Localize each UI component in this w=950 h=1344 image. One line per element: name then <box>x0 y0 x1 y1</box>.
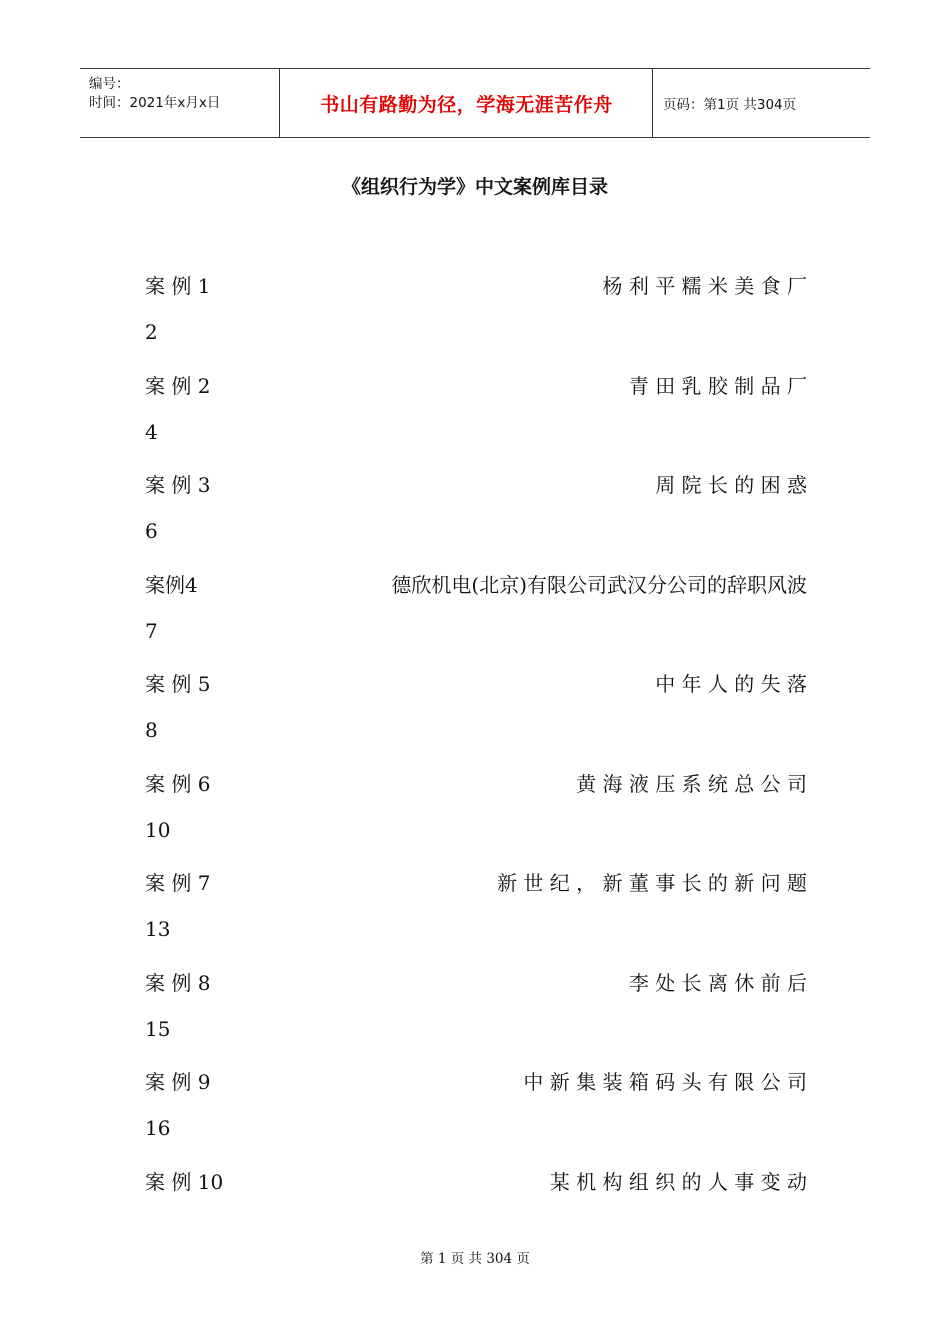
toc-entry-label: 案 例 3 <box>145 473 211 497</box>
toc-entry-title: 杨 利 平 糯 米 美 食 厂 <box>602 274 807 298</box>
header-motto-cell <box>281 69 653 137</box>
toc-entry <box>145 967 807 997</box>
toc-entry-label: 案 例 10 <box>145 1170 224 1194</box>
toc-entry-title: 中 年 人 的 失 落 <box>655 672 807 696</box>
toc-entry <box>145 370 807 400</box>
toc-entry-title: 中 新 集 装 箱 码 头 有 限 公 司 <box>523 1070 807 1094</box>
toc-entry-label: 案 例 9 <box>145 1070 211 1094</box>
toc-entry-page: 15 <box>145 1017 171 1041</box>
toc-entry-label: 案 例 8 <box>145 971 211 995</box>
page-header <box>80 68 870 138</box>
document-number-label: 编号： <box>89 76 130 92</box>
toc-entry-label: 案 例 6 <box>145 772 211 796</box>
toc-entry-label: 案 例 1 <box>145 274 211 298</box>
toc-entry-page: 2 <box>145 320 158 344</box>
toc-entry-page: 10 <box>145 818 171 842</box>
document-time-label: 时间：2021年x月x日 <box>89 95 221 111</box>
toc-entry-page: 16 <box>145 1116 171 1140</box>
page-footer: 第 1 页 共 304 页 <box>420 1251 530 1267</box>
toc-entry-label: 案 例 7 <box>145 871 211 895</box>
toc-entry <box>145 1166 807 1196</box>
toc-entry-title: 周 院 长 的 困 惑 <box>655 473 807 497</box>
toc-entry <box>145 668 807 698</box>
document-title: 《组织行为学》中文案例库目录 <box>341 176 608 198</box>
toc-entry <box>145 867 807 897</box>
toc-entry-label: 案 例 2 <box>145 374 211 398</box>
toc-entry-title: 黄 海 液 压 系 统 总 公 司 <box>576 772 807 796</box>
toc-entry-page: 6 <box>145 519 158 543</box>
header-meta-cell <box>80 69 280 137</box>
toc-entry-page: 7 <box>145 619 158 643</box>
toc-entry-page: 8 <box>145 718 158 742</box>
toc-entry-title: 新 世 纪 ， 新 董 事 长 的 新 问 题 <box>497 871 807 895</box>
toc-entry <box>145 469 807 499</box>
toc-entry <box>145 270 807 300</box>
toc-entry-title: 德欣机电(北京)有限公司武汉分公司的辞职风波 <box>391 573 807 597</box>
toc-entry-title: 青 田 乳 胶 制 品 厂 <box>628 374 807 398</box>
toc-entry <box>145 1066 807 1096</box>
toc-entry-page: 13 <box>145 917 171 941</box>
header-page-cell <box>654 69 870 137</box>
toc-entry-page: 4 <box>145 420 158 444</box>
toc-entry-title: 李 处 长 离 休 前 后 <box>628 971 807 995</box>
toc-entry <box>145 768 807 798</box>
toc-entry-title: 某 机 构 组 织 的 人 事 变 动 <box>549 1170 807 1194</box>
toc-entry-label: 案 例 5 <box>145 672 211 696</box>
toc-entry-label: 案例4 <box>145 573 198 597</box>
header-motto: 书山有路勤为径，学海无涯苦作舟 <box>320 93 613 116</box>
toc-entry <box>145 569 807 599</box>
header-page-info: 页码：第1页 共304页 <box>663 97 797 113</box>
